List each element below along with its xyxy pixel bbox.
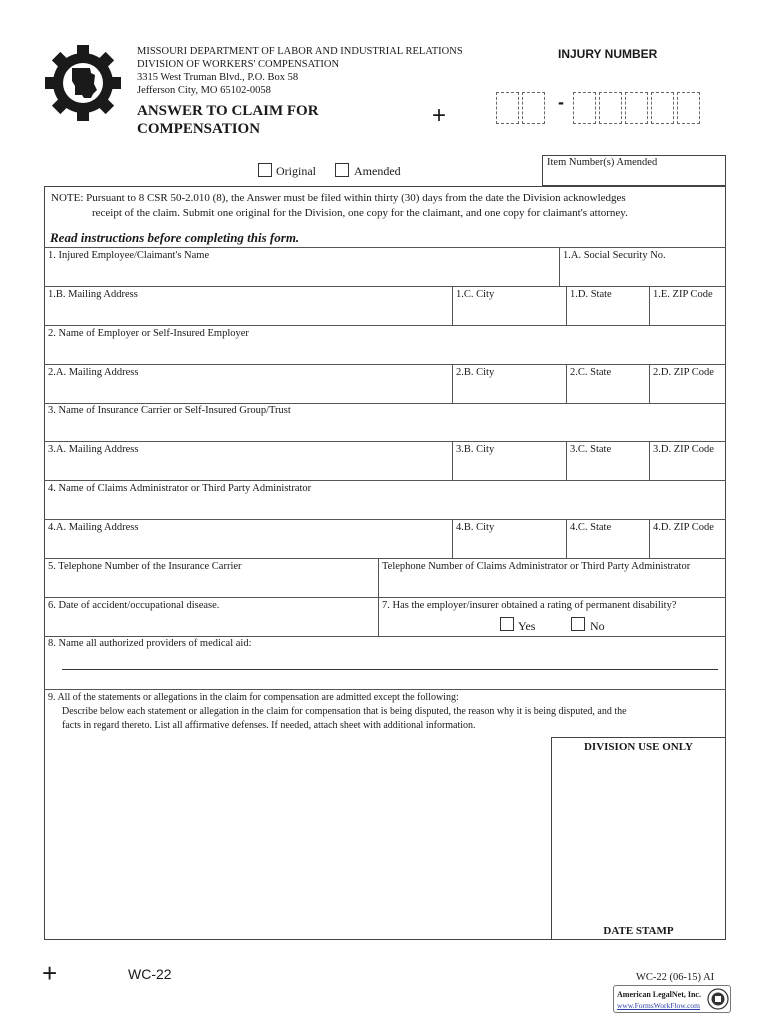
col-divider (566, 519, 567, 558)
injury-number-dash: - (558, 92, 564, 112)
row-divider (44, 286, 726, 287)
row-divider (44, 558, 726, 559)
amended-checkbox[interactable] (335, 163, 349, 177)
col-divider (649, 441, 650, 480)
field-1d-state[interactable]: 1.D. State (570, 289, 612, 300)
yes-checkbox[interactable] (500, 617, 514, 631)
injury-number-label: INJURY NUMBER (558, 47, 658, 61)
field-2d-zip[interactable]: 2.D. ZIP Code (653, 367, 714, 378)
row-divider (44, 364, 726, 365)
col-divider (566, 441, 567, 480)
item-numbers-amended-field[interactable] (542, 155, 726, 186)
field-3d-zip[interactable]: 3.D. ZIP Code (653, 444, 714, 455)
row-divider (44, 689, 726, 690)
col-divider (559, 247, 560, 286)
medical-providers-input-line[interactable] (62, 669, 718, 670)
injury-digit-box[interactable] (522, 92, 545, 124)
field-1-employee-name[interactable]: 1. Injured Employee/Claimant's Name (48, 250, 210, 261)
injury-digit-box[interactable] (651, 92, 674, 124)
field-5-administrator-telephone[interactable]: Telephone Number of Claims Administrator or Third Party Administrator (382, 561, 691, 572)
field-3b-city[interactable]: 3.B. City (456, 444, 495, 455)
field-5-carrier-telephone[interactable]: 5. Telephone Number of the Insurance Carrier (48, 561, 242, 572)
col-divider (452, 286, 453, 325)
field-4b-city[interactable]: 4.B. City (456, 522, 495, 533)
original-label: Original (276, 164, 316, 178)
row-divider (44, 597, 726, 598)
field-4-claims-administrator[interactable]: 4. Name of Claims Administrator or Third Party Administrator (48, 483, 312, 494)
address-line-1: 3315 West Truman Blvd., P.O. Box 58 (137, 72, 299, 83)
field-1c-city[interactable]: 1.C. City (456, 289, 495, 300)
col-divider (452, 519, 453, 558)
american-legalnet-badge (613, 985, 731, 1013)
col-divider (649, 364, 650, 403)
row-divider (44, 247, 726, 248)
field-3c-state[interactable]: 3.C. State (570, 444, 612, 455)
injury-digit-box[interactable] (573, 92, 596, 124)
note-line-1: NOTE: Pursuant to 8 CSR 50-2.010 (8), the Answer must be filed within thirty (30) days from the date the Division acknowledges (51, 192, 626, 204)
note-line-2: receipt of the claim. Submit one original for the Division, one copy for the claimant, and one copy for claimant's attorney. (92, 207, 628, 219)
form-revision: WC-22 (06-15) AI (636, 972, 715, 983)
date-stamp-label: DATE STAMP (603, 925, 674, 937)
instructions-heading: Read instructions before completing this form. (50, 230, 300, 245)
row-divider (44, 325, 726, 326)
field-3-insurance-carrier[interactable]: 3. Name of Insurance Carrier or Self-Insured Group/Trust (48, 405, 291, 416)
injury-digit-box[interactable] (599, 92, 622, 124)
form-title-line-2: COMPENSATION (137, 121, 261, 137)
aln-seal-icon (707, 988, 729, 1010)
field-4d-zip[interactable]: 4.D. ZIP Code (653, 522, 714, 533)
form-title-line-1: ANSWER TO CLAIM FOR (137, 103, 319, 119)
row-divider (44, 441, 726, 442)
missouri-seal-logo (44, 44, 122, 122)
no-label: No (590, 619, 605, 633)
field-1a-ssn[interactable]: 1.A. Social Security No. (563, 250, 666, 261)
injury-digit-box[interactable] (625, 92, 648, 124)
division-use-only-title: DIVISION USE ONLY (583, 741, 694, 753)
division-use-only-box (551, 737, 726, 940)
original-checkbox[interactable] (258, 163, 272, 177)
field-2a-mailing-address[interactable]: 2.A. Mailing Address (48, 367, 139, 378)
row-divider (44, 636, 726, 637)
address-line-2: Jefferson City, MO 65102-0058 (137, 85, 271, 96)
col-divider (649, 519, 650, 558)
field-9-line-3: facts in regard thereto. List all affirmative defenses. If needed, attach sheet with additional information. (62, 720, 476, 731)
field-2c-state[interactable]: 2.C. State (570, 367, 612, 378)
field-9-line-2: Describe below each statement or allegation in the claim for compensation that is being disputed, the reason why it is being disputed, and the (62, 706, 627, 717)
field-4a-mailing-address[interactable]: 4.A. Mailing Address (48, 522, 139, 533)
col-divider (452, 441, 453, 480)
field-7-permanent-disability-question: 7. Has the employer/insurer obtained a rating of permanent disability? (382, 600, 677, 611)
field-4c-state[interactable]: 4.C. State (570, 522, 612, 533)
footer-plus-mark: + (42, 958, 58, 988)
footer-form-code: WC-22 (128, 966, 172, 982)
yes-label: Yes (518, 619, 536, 633)
col-divider (649, 286, 650, 325)
row-divider (44, 519, 726, 520)
aln-website-link[interactable]: www.FormsWorkFlow.com (617, 1001, 701, 1010)
registration-plus-mark: + (432, 102, 447, 129)
injury-digit-box[interactable] (677, 92, 700, 124)
division-name: DIVISION OF WORKERS' COMPENSATION (137, 59, 340, 70)
field-2-employer-name[interactable]: 2. Name of Employer or Self-Insured Employer (48, 328, 249, 339)
row-divider (44, 403, 726, 404)
field-2b-city[interactable]: 2.B. City (456, 367, 495, 378)
agency-name: MISSOURI DEPARTMENT OF LABOR AND INDUSTRIAL RELATIONS (137, 46, 463, 57)
amended-label: Amended (354, 164, 401, 178)
field-6-date-of-accident[interactable]: 6. Date of accident/occupational disease. (48, 600, 220, 611)
item-numbers-amended-label: Item Number(s) Amended (547, 157, 658, 168)
field-1b-mailing-address[interactable]: 1.B. Mailing Address (48, 289, 138, 300)
col-divider (566, 286, 567, 325)
aln-company-name: American LegalNet, Inc. (617, 990, 701, 999)
row-divider (44, 480, 726, 481)
injury-digit-box[interactable] (496, 92, 519, 124)
field-8-medical-providers: 8. Name all authorized providers of medical aid: (48, 638, 252, 649)
field-1e-zip[interactable]: 1.E. ZIP Code (653, 289, 713, 300)
no-checkbox[interactable] (571, 617, 585, 631)
col-divider (452, 364, 453, 403)
field-3a-mailing-address[interactable]: 3.A. Mailing Address (48, 444, 139, 455)
field-9-disputed-statements-area[interactable] (48, 740, 548, 936)
col-divider (566, 364, 567, 403)
field-9-line-1: 9. All of the statements or allegations in the claim for compensation are admitted except the following: (48, 692, 459, 703)
col-divider (378, 558, 379, 636)
